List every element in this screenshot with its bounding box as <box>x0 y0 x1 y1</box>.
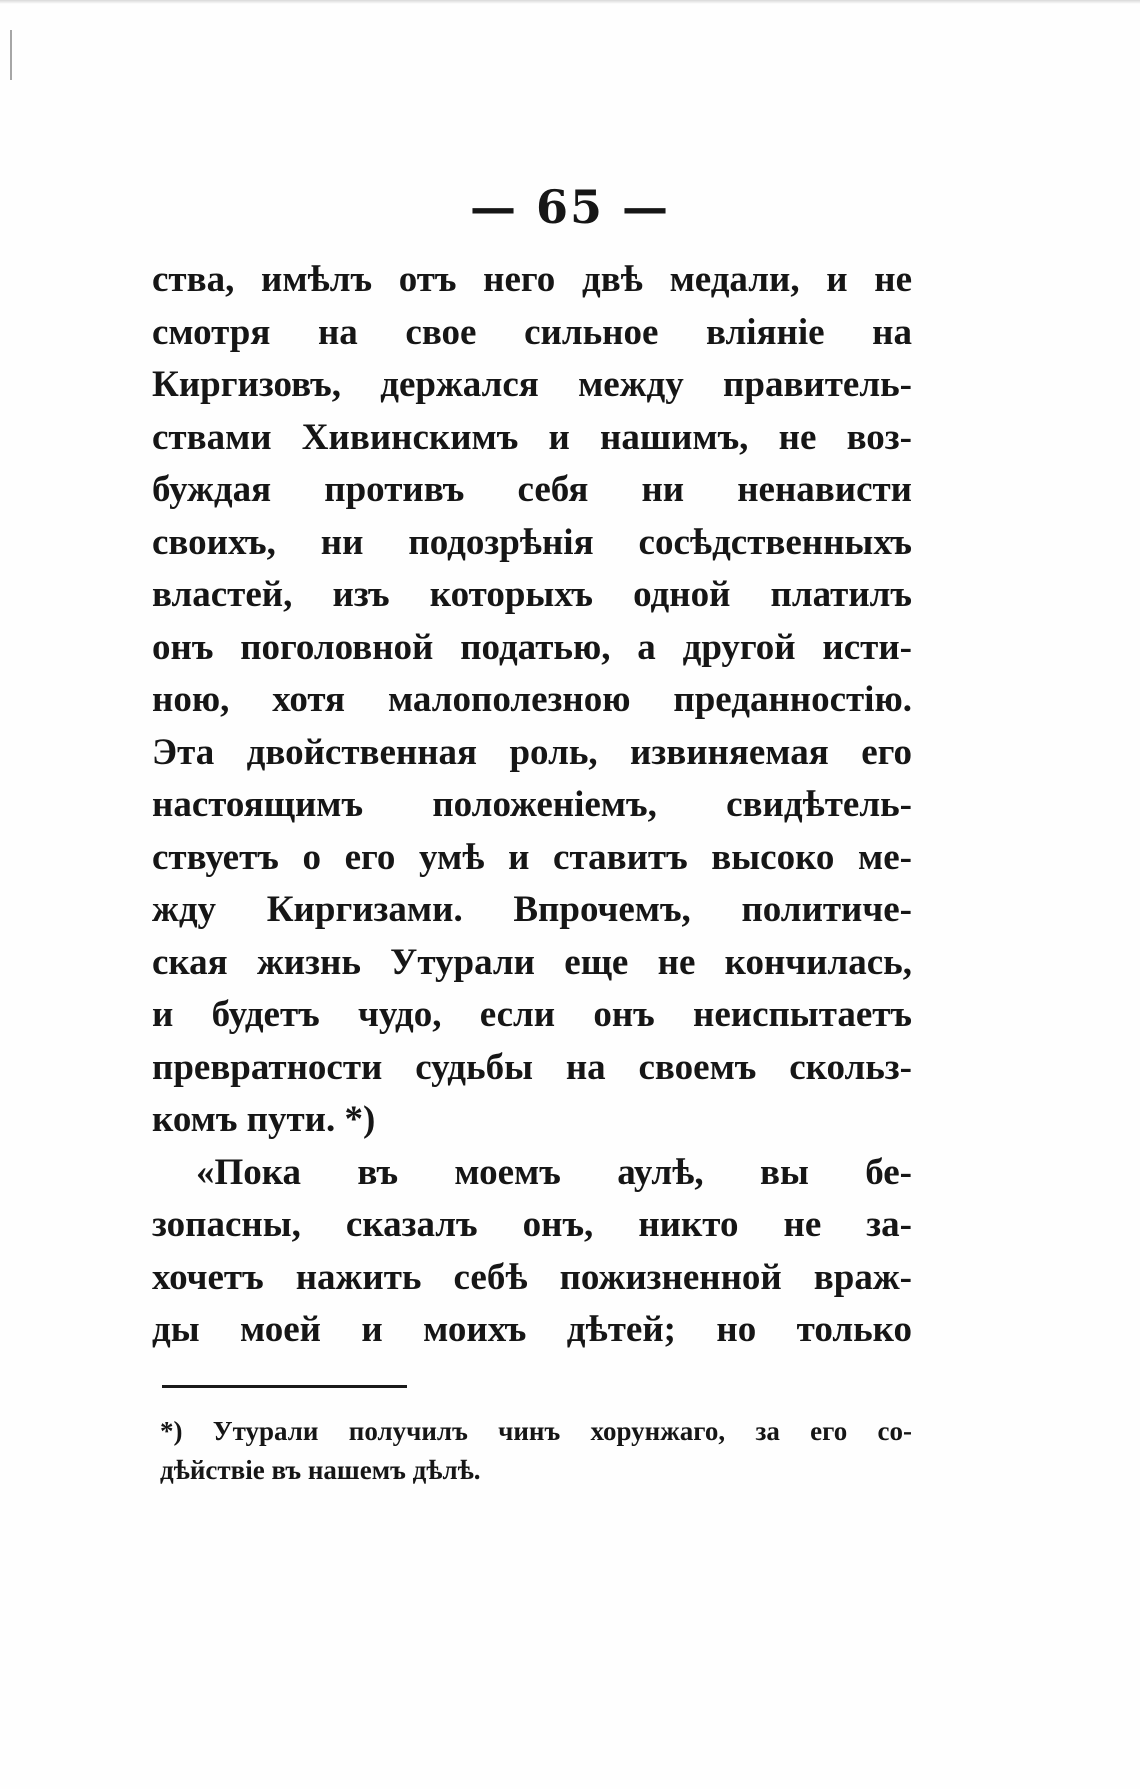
text-line: ною, хотя малополезною преданностію. <box>152 679 912 720</box>
text-line: ствуетъ о его умѣ и ставитъ высоко ме- <box>152 836 912 878</box>
page-number: — 65 — <box>469 180 671 234</box>
text-line: и будетъ чудо, если онъ неиспытаетъ <box>152 994 912 1035</box>
text-line: Эта двойственная роль, извиняемая его <box>152 731 912 773</box>
text-line: ствами Хивинскимъ и нашимъ, не воз- <box>152 416 912 458</box>
scan-edge-mark <box>10 30 12 80</box>
text-line: ды моей и моихъ дѣтей; но только <box>152 1309 912 1350</box>
text-line: буждая противъ себя ни ненависти <box>152 469 912 510</box>
footnote-line: дѣйствіе въ нашемъ дѣлѣ. <box>160 1455 481 1485</box>
body-text <box>152 254 912 1357</box>
text-line: настоящимъ положеніемъ, свидѣтель- <box>152 784 912 825</box>
footnote <box>160 1412 912 1490</box>
text-line: зопасны, сказалъ онъ, никто не за- <box>152 1204 912 1245</box>
text-line: Киргизовъ, держался между правитель- <box>152 364 912 405</box>
text-line: ская жизнь Утурали еще не кончилась, <box>152 941 912 983</box>
footnote-rule <box>162 1385 407 1388</box>
text-line-paragraph-start: «Пока въ моемъ аулѣ, вы бе- <box>196 1151 912 1193</box>
text-line: властей, изъ которыхъ одной платилъ <box>152 574 912 615</box>
text-line: хочетъ нажить себѣ пожизненной враж- <box>152 1256 912 1298</box>
footnote-line: *) Утурали получилъ чинъ хорунжаго, за его со- <box>160 1416 912 1446</box>
text-line: превратности судьбы на своемъ скольз- <box>152 1046 912 1088</box>
text-line: своихъ, ни подозрѣнія сосѣдственныхъ <box>152 521 912 563</box>
text-line: смотря на свое сильное влiянie на <box>152 311 912 353</box>
text-line-paragraph-end: комъ пути. *) <box>152 1099 376 1140</box>
text-line: жду Киргизами. Впрочемъ, политиче- <box>152 889 912 930</box>
scan-edge-top <box>0 0 1140 4</box>
text-line: ства, имѣлъ отъ него двѣ медали, и не <box>152 259 912 300</box>
text-line: онъ поголовной податью, а другой исти- <box>152 626 912 668</box>
